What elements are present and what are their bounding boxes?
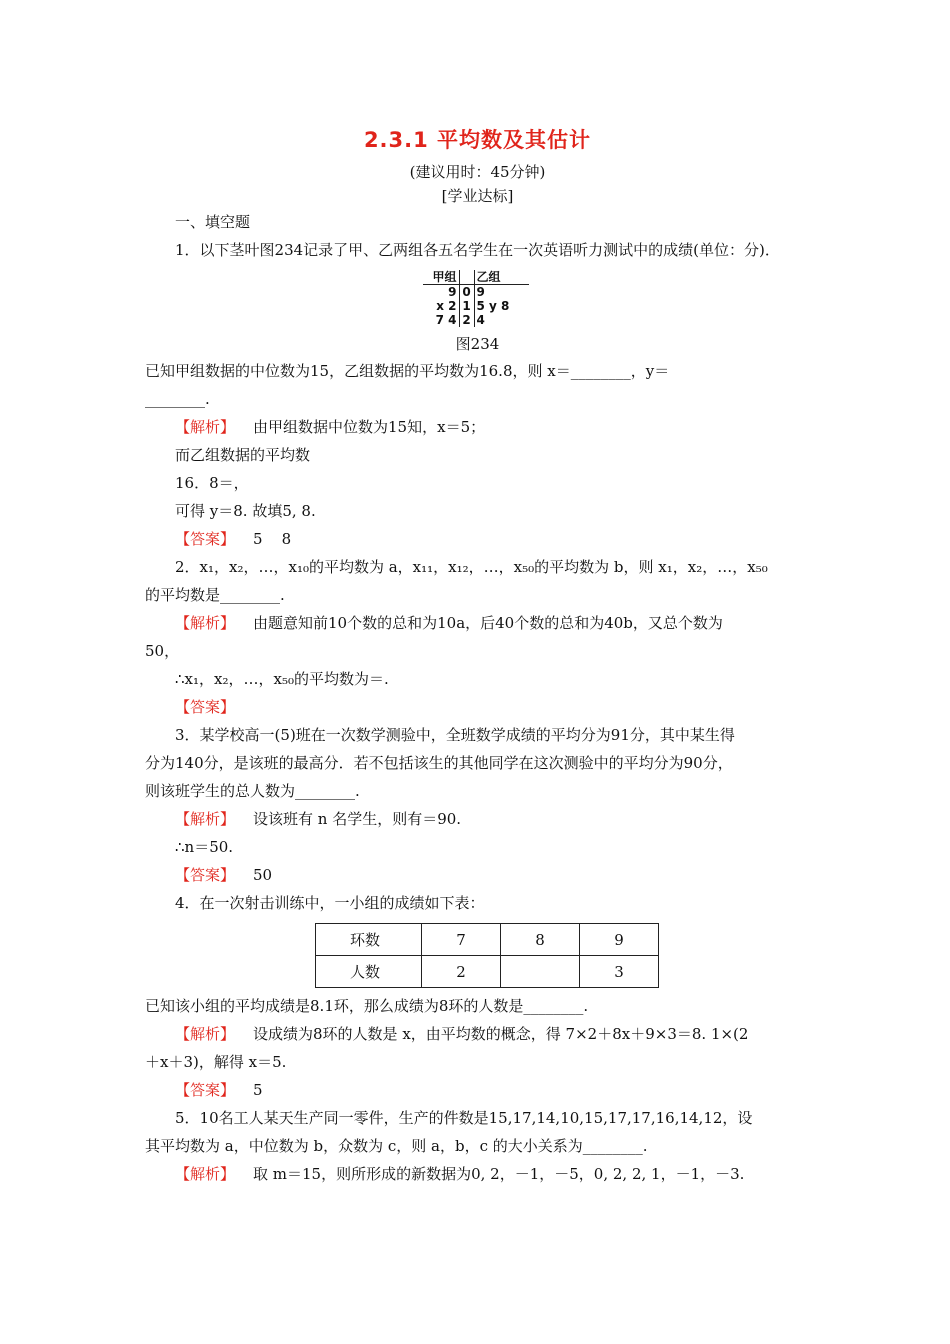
plot-stem: 2 xyxy=(459,313,474,327)
score-table xyxy=(315,923,659,988)
q3-stem: 3．某学校高一(5)班在一次数学测验中，全班数学成绩的平均分为91分，其中某生得 xyxy=(175,726,735,744)
analysis-tag: 【解析】 xyxy=(175,810,236,828)
analysis-tag: 【解析】 xyxy=(175,614,236,632)
q2-analysis-line: ∴x₁，x₂，…，x₅₀的平均数为＝. xyxy=(175,670,389,688)
table-cell: 8 xyxy=(501,924,580,956)
q5-analysis: 【解析】 取 m＝15，则所形成的新数据为0, 2，－1，－5，0, 2, 2, 1，－1，－3. xyxy=(175,1165,745,1183)
plot-leaf-left: 7 4 xyxy=(435,313,457,327)
q4-stem: 4．在一次射击训练中，一小组的成绩如下表： xyxy=(175,894,485,912)
answer-tag: 【答案】 xyxy=(175,1081,236,1099)
plot-leaf-right: 5 y 8 xyxy=(476,299,510,313)
analysis-tag: 【解析】 xyxy=(175,1025,236,1043)
q1-answer: 【答案】 5 8 xyxy=(175,530,292,548)
section-heading: 一、填空题 xyxy=(175,213,251,231)
q4-answer: 【答案】 5 xyxy=(175,1081,263,1099)
stem-leaf-plot xyxy=(423,270,533,327)
plot-stem: 0 xyxy=(459,285,474,300)
plot-leaf-right: 4 xyxy=(476,313,485,327)
level-label: [学业达标] xyxy=(441,187,514,205)
q2-answer xyxy=(145,693,810,721)
q3-analysis-line: ∴n＝50. xyxy=(175,838,234,856)
q5-stem-cont: 其平均数为 a，中位数为 b，众数为 c，则 a，b，c 的大小关系为________. xyxy=(145,1137,648,1155)
answer-tag: 【答案】 xyxy=(175,698,236,716)
q5-stem: 5．10名工人某天生产同一零件，生产的件数是15,17,14,10,15,17,17,16,14,12，设 xyxy=(175,1109,753,1127)
plot-leaf-right: 9 xyxy=(476,285,485,299)
q4-analysis-line: ＋x＋3)，解得 x＝5. xyxy=(145,1053,287,1071)
q3-stem-cont: 分为140分，是该班的最高分．若不包括该生的其他同学在这次测验中的平均分为90分， xyxy=(145,754,733,772)
q3-answer: 【答案】 50 xyxy=(175,866,273,884)
q1-analysis-line: 16．8＝， xyxy=(175,474,249,492)
plot-leaf-left: x 2 xyxy=(436,299,457,313)
plot-stem: 1 xyxy=(459,299,474,313)
q1-stem: 1．以下茎叶图234记录了甲、乙两组各五名学生在一次英语听力测试中的成绩(单位：分)． xyxy=(175,241,780,259)
q1-question-b: ________. xyxy=(145,390,210,408)
q3-stem-cont: 则该班学生的总人数为________. xyxy=(145,782,360,800)
plot-header-right: 乙组 xyxy=(474,270,529,285)
q2-analysis-line: 50， xyxy=(145,642,180,660)
table-cell: 3 xyxy=(580,956,659,988)
table-cell: 7 xyxy=(422,924,501,956)
q2-stem: 2．x₁，x₂，…，x₁₀的平均数为 a，x₁₁，x₁₂，…，x₅₀的平均数为 b，则 x₁，x₂，…，x₅₀ xyxy=(175,558,768,576)
table-cell: 环数 xyxy=(316,924,422,956)
time-hint: (建议用时：45分钟) xyxy=(409,163,546,181)
table-cell xyxy=(501,956,580,988)
plot-leaf-left: 9 xyxy=(448,285,457,299)
figure-label: 图234 xyxy=(455,335,500,353)
table-cell: 人数 xyxy=(316,956,422,988)
q2-stem-cont: 的平均数是________. xyxy=(145,586,285,604)
q1-analysis: 【解析】 由甲组数据中位数为15知，x＝5； xyxy=(175,418,486,436)
q4-question: 已知该小组的平均成绩是8.1环，那么成绩为8环的人数是________. xyxy=(145,997,589,1015)
page-title: 2.3.1 平均数及其估计 xyxy=(363,128,592,152)
analysis-tag: 【解析】 xyxy=(175,418,236,436)
q1-question-a: 已知甲组数据的中位数为15，乙组数据的平均数为16.8，则 x＝________，y＝ xyxy=(145,362,670,380)
plot-header-left: 甲组 xyxy=(423,270,460,285)
table-cell: 9 xyxy=(580,924,659,956)
q3-analysis: 【解析】 设该班有 n 名学生，则有＝90. xyxy=(175,810,462,828)
analysis-tag: 【解析】 xyxy=(175,1165,236,1183)
table-cell: 2 xyxy=(422,956,501,988)
q4-analysis: 【解析】 设成绩为8环的人数是 x，由平均数的概念，得 7×2＋8x＋9×3＝8. 1×(2 xyxy=(175,1025,749,1043)
answer-tag: 【答案】 xyxy=(175,866,236,884)
worksheet-page xyxy=(145,124,810,1188)
q2-analysis: 【解析】 由题意知前10个数的总和为10a，后40个数的总和为40b，又总个数为 xyxy=(175,614,723,632)
q1-analysis-line: 而乙组数据的平均数 xyxy=(175,446,311,464)
q1-analysis-line: 可得 y＝8. 故填5, 8. xyxy=(175,502,316,520)
answer-tag: 【答案】 xyxy=(175,530,236,548)
